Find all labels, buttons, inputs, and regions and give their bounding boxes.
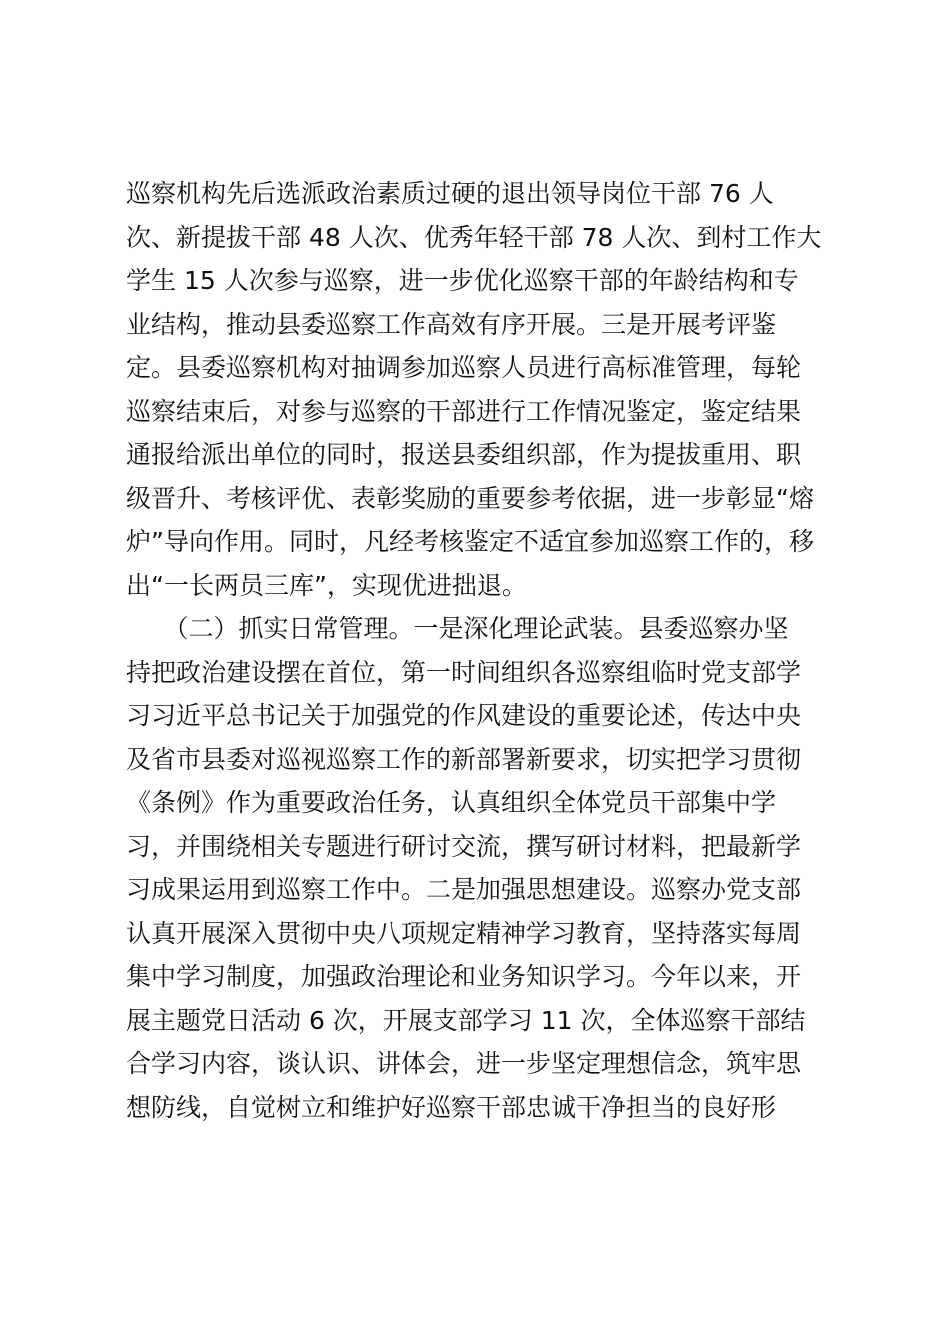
text-line: 学生 15 人次参与巡察，进一步优化巡察干部的年龄结构和专 xyxy=(126,266,799,295)
text-line: 定。县委巡察机构对抽调参加巡察人员进行高标准管理，每轮 xyxy=(126,353,802,382)
text-line: 炉”导向作用。同时，凡经考核鉴定不适宜参加巡察工作的，移 xyxy=(126,527,814,556)
text-line: 认真开展深入贯彻中央八项规定精神学习教育，坚持落实每周 xyxy=(126,918,802,948)
text-line: 展主题党日活动 6 次，开展支部学习 11 次，全体巡察干部结 xyxy=(126,1005,806,1035)
text-line: 及省市县委对巡视巡察工作的新部署新要求，切实把学习贯彻 xyxy=(126,744,802,774)
text-line: 通报给派出单位的同时，报送县委组织部，作为提拔重用、职 xyxy=(126,440,802,469)
text-line: 《条例》作为重要政治任务，认真组织全体党员干部集中学 xyxy=(126,788,777,817)
text-line: 次、新提拔干部 48 人次、优秀年轻干部 78 人次、到村工作大 xyxy=(126,222,822,252)
text-line: 持把政治建设摆在首位，第一时间组织各巡察组临时党支部学 xyxy=(126,657,802,687)
document-body xyxy=(126,172,846,1129)
text-line: 想防线，自觉树立和维护好巡察干部忠诚干净担当的良好形 xyxy=(126,1092,777,1122)
text-line: 习成果运用到巡察工作中。二是加强思想建设。巡察办党支部 xyxy=(126,875,802,904)
text-line: 巡察结束后，对参与巡察的干部进行工作情况鉴定，鉴定结果 xyxy=(126,396,802,426)
text-line: 集中学习制度，加强政治理论和业务知识学习。今年以来，开 xyxy=(126,962,802,991)
text-line: 合学习内容，谈认识、讲体会，进一步坚定理想信念，筑牢思 xyxy=(126,1049,802,1078)
text-line: 出“一长两员三库”，实现优进拙退。 xyxy=(126,570,527,600)
text-line: 业结构，推动县委巡察工作高效有序开展。三是开展考评鉴 xyxy=(126,309,777,339)
section-heading-line: （二）抓实日常管理。一是深化理论武装。县委巡察办坚 xyxy=(126,614,789,643)
text-line: 级晋升、考核评优、表彰奖励的重要参考依据，进一步彰显“熔 xyxy=(126,483,814,513)
text-line: 习习近平总书记关于加强党的作风建设的重要论述，传达中央 xyxy=(126,701,802,730)
text-line: 巡察机构先后选派政治素质过硬的退出领导岗位干部 76 人 xyxy=(126,179,774,208)
text-line: 习，并围绕相关专题进行研讨交流，撰写研讨材料，把最新学 xyxy=(126,831,802,861)
